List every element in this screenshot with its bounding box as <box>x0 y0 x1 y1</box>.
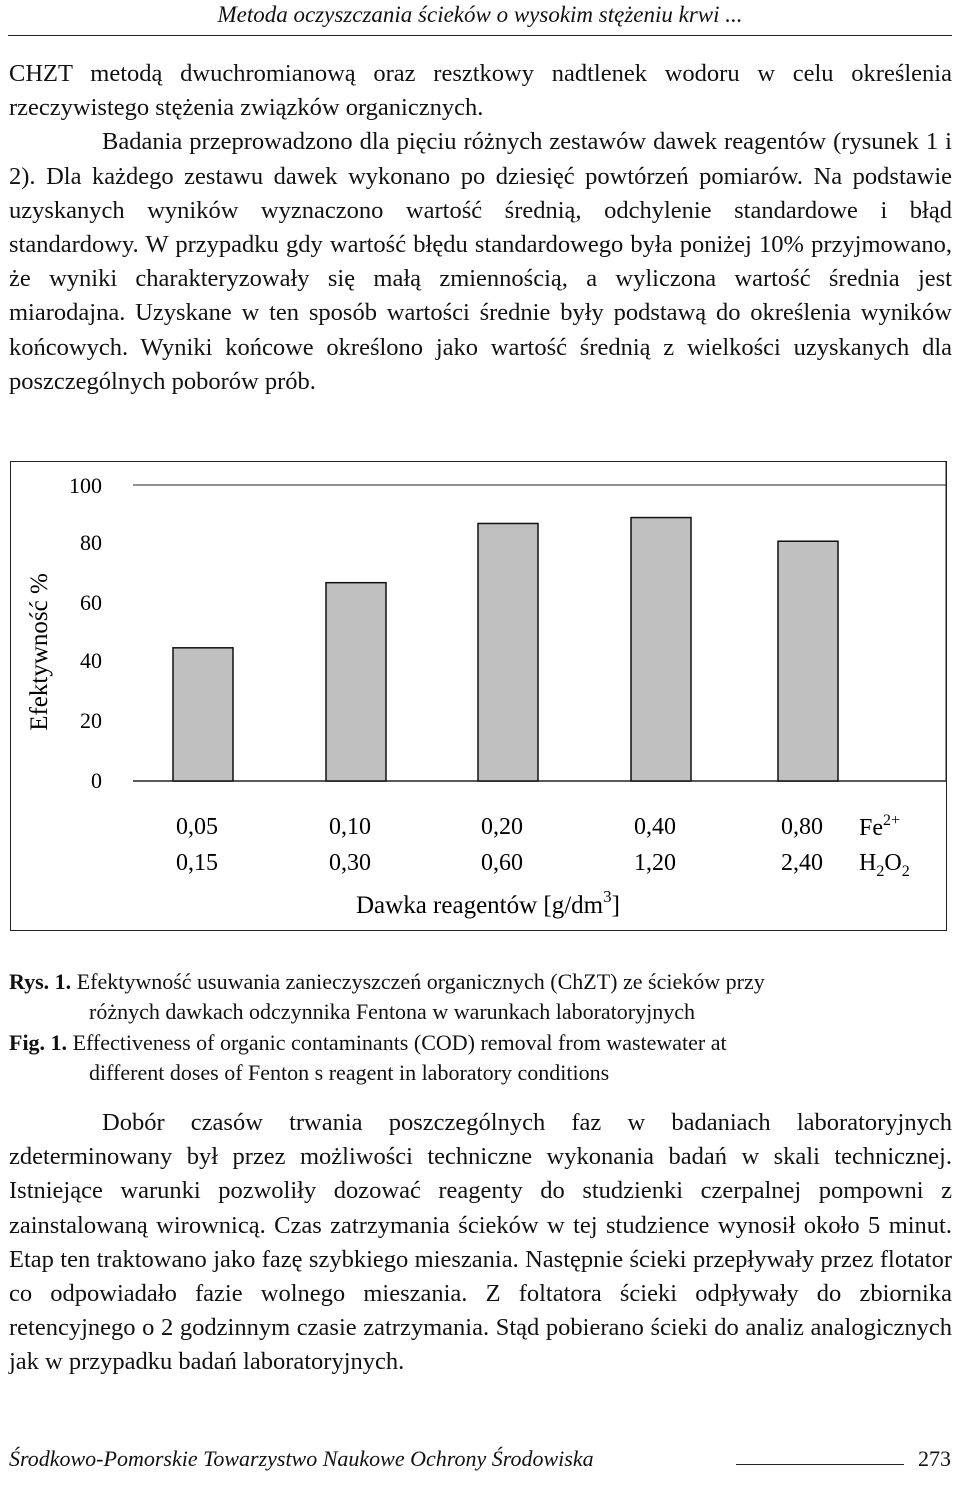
y-tick-label: 20 <box>80 708 102 733</box>
h2o2-row-label <box>859 850 910 880</box>
fe-row-label <box>859 812 900 841</box>
y-tick-label: 60 <box>80 590 102 615</box>
h2o2-h: H <box>859 850 877 876</box>
x-axis-label-end: ] <box>611 892 620 919</box>
y-tick-label: 40 <box>80 648 102 673</box>
paragraph-1: CHZT metodą dwuchromianową oraz resztkowy nadtlenek wodoru w celu określenia rzeczywistego stężenia związków organicznych. <box>9 60 952 122</box>
caption-english-text: Effectiveness of organic contaminants (COD) removal from wastewater at <box>72 1030 727 1055</box>
body-text-top <box>9 57 952 399</box>
bar <box>173 648 233 781</box>
h2o2-dose-label: 2,40 <box>781 850 823 876</box>
h2o2-dose-label: 1,20 <box>634 850 676 876</box>
caption-polish-text-2: różnych dawkach odczynnika Fentona w warunkach laboratoryjnych <box>89 999 695 1024</box>
paragraph-2: Badania przeprowadzono dla pięciu różnych zestawów dawek reagentów (rysunek 1 i 2). Dla każdego zestawu dawek wykonano po dziesięć powtórzeń pomiarów. Na podstawie uzyskanych wyników wyznaczono wartość średnią, odchylenie standardowe i błąd standardowy. W przypadku gdy wartość błędu standardowego była poniżej 10% przyjmowano, że wyniki charakteryzowały się małą zmiennością, a wyliczona wartość średnia jest miarodajna. Uzyskane w ten sposób wartości średnie były podstawą do określenia wyników końcowych. Wyniki końcowe określono jako wartość średnią z wielkości uzyskanych dla poszczególnych poborów prób. <box>9 128 952 395</box>
h2o2-o: O <box>884 850 902 876</box>
caption-english <box>9 1028 952 1088</box>
x-axis-label <box>356 887 620 919</box>
bar-chart <box>11 462 946 930</box>
y-tick-labels <box>69 473 102 793</box>
caption-polish-text: Efektywność usuwania zanieczyszczeń organicznych (ChZT) ze ścieków przy <box>76 969 765 994</box>
h2o2-sub1: 2 <box>876 863 885 880</box>
fe-dose-label: 0,05 <box>176 814 218 840</box>
bars <box>173 518 838 781</box>
h2o2-dose-label: 0,30 <box>329 850 371 876</box>
running-header: Metoda oczyszczania ścieków o wysokim stężeniu krwi ... <box>217 2 743 27</box>
bar <box>326 583 386 781</box>
header-rule <box>8 35 952 36</box>
caption-english-text-2: different doses of Fenton s reagent in laboratory conditions <box>89 1060 610 1085</box>
y-tick-label: 80 <box>80 530 102 555</box>
fe-dose-label: 0,20 <box>481 814 523 840</box>
fe-dose-label: 0,10 <box>329 814 371 840</box>
caption-polish-label: Rys. 1. <box>9 969 72 994</box>
fe-dose-label: 0,80 <box>781 814 823 840</box>
h2o2-dose-label: 0,60 <box>481 850 523 876</box>
caption-polish <box>9 967 952 1027</box>
page-number: 273 <box>918 1446 951 1471</box>
x-axis-label-sup: 3 <box>603 887 612 906</box>
footer-society: Środkowo-Pomorskie Towarzystwo Naukowe Ochrony Środowiska <box>9 1446 594 1471</box>
chart-frame <box>10 461 947 931</box>
h2o2-sub2: 2 <box>901 863 910 880</box>
y-tick-label: 0 <box>91 768 102 793</box>
fe-dose-label: 0,40 <box>634 814 676 840</box>
y-axis-label: Efektywność % <box>26 573 53 731</box>
y-tick-label: 100 <box>69 473 102 498</box>
x-axis-label-main: Dawka reagentów [g/dm <box>356 892 604 919</box>
fe-charge: 2+ <box>883 812 901 829</box>
caption-english-label: Fig. 1. <box>9 1030 68 1055</box>
bar <box>778 541 838 781</box>
footer-rule <box>736 1464 904 1465</box>
bar <box>478 523 538 781</box>
bar <box>631 518 691 781</box>
h2o2-dose-label: 0,15 <box>176 850 218 876</box>
fe-symbol: Fe <box>859 815 883 841</box>
fe-dose-labels <box>176 814 823 840</box>
paragraph-3: Dobór czasów trwania poszczególnych faz w badaniach laboratoryjnych zdeterminowany był przez możliwości techniczne wykonania badań w skali technicznej. Istniejące warunki pozwoliły dozować reagenty do studzienki czerpalnej pompowni z zainstalowaną wirownicą. Czas zatrzymania ścieków w tej studzience wynosił około 5 minut. Etap ten traktowano jako fazę szybkiego mieszania. Następnie ścieki przepływały przez flotator co odpowiadało fazie wolnego mieszania. Z foltatora ścieki odpływały do zbiornika retencyjnego o 2 godzinnym czasie zatrzymania. Stąd pobierano ścieki do analiz analogicznych jak w przypadku badań laboratoryjnych. <box>9 1109 952 1376</box>
h2o2-dose-labels <box>176 850 823 876</box>
